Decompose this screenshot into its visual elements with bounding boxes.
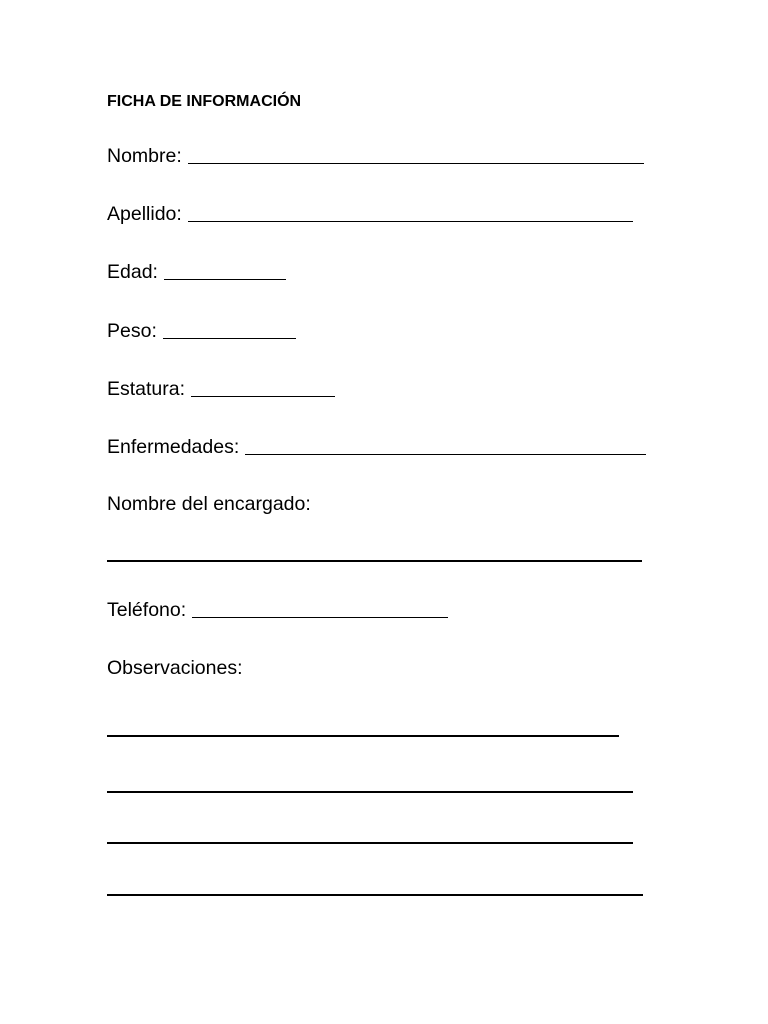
- form-title: FICHA DE INFORMACIÓN: [107, 93, 302, 110]
- peso-field: [107, 319, 296, 343]
- observaciones-label: Observaciones:: [107, 657, 243, 679]
- nombre-field: [107, 144, 644, 168]
- enfermedades-field: [107, 435, 646, 459]
- nombre-encargado-field: [107, 492, 311, 516]
- peso-blank-line[interactable]: [163, 338, 296, 340]
- apellido-field: [107, 202, 633, 226]
- observaciones-field: [107, 656, 242, 680]
- observaciones-blank-line-2[interactable]: [107, 791, 633, 793]
- nombre-label: Nombre:: [107, 145, 182, 167]
- estatura-label: Estatura:: [107, 378, 186, 400]
- telefono-blank-line[interactable]: [192, 617, 448, 619]
- observaciones-blank-line-1[interactable]: [107, 735, 619, 737]
- nombre-encargado-label: Nombre del encargado:: [107, 493, 311, 515]
- edad-label: Edad:: [107, 261, 158, 283]
- observaciones-blank-line-3[interactable]: [107, 842, 633, 844]
- telefono-field: [107, 598, 448, 622]
- apellido-label: Apellido:: [107, 203, 182, 225]
- observaciones-blank-line-4[interactable]: [107, 894, 643, 896]
- enfermedades-blank-line[interactable]: [245, 454, 646, 456]
- edad-blank-line[interactable]: [164, 279, 286, 281]
- estatura-blank-line[interactable]: [191, 396, 335, 398]
- estatura-field: [107, 377, 335, 401]
- apellido-blank-line[interactable]: [188, 221, 633, 223]
- nombre-encargado-blank-line[interactable]: [107, 560, 642, 562]
- edad-field: [107, 260, 286, 284]
- nombre-blank-line[interactable]: [188, 163, 644, 165]
- peso-label: Peso:: [107, 320, 157, 342]
- telefono-label: Teléfono:: [107, 599, 187, 621]
- enfermedades-label: Enfermedades:: [107, 436, 240, 458]
